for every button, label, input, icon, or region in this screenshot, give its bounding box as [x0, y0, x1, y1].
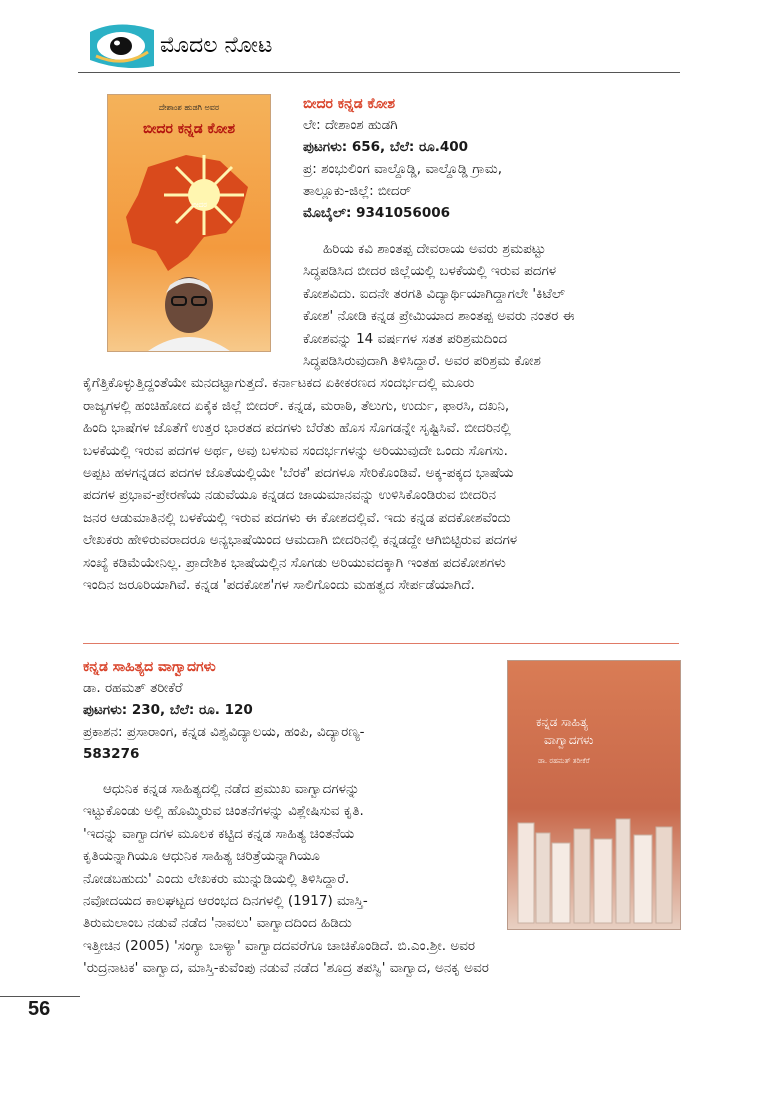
header-rule: [78, 72, 680, 73]
book2-cover-author: ಡಾ. ರಹಮತ್ ತರೀಕೆರೆ: [538, 757, 590, 765]
review-line: 'ರುದ್ರನಾಟಕ' ವಾಗ್ವಾದ, ಮಾಸ್ತಿ-ಕುವೆಂಪು ನಡುವೆ ನಡೆದ 'ಶೂದ್ರ ತಪಸ್ವಿ' ವಾಗ್ವಾದ, ಅನಕೃ ಅವರ: [83, 960, 489, 977]
review-line: ಜನರ ಆಡುಮಾತಿನಲ್ಲಿ ಬಳಕೆಯಲ್ಲಿ ಇರುವ ಪದಗಳು ಈ ಕೋಶದಲ್ಲಿವೆ. ಇದು ಕನ್ನಡ ಪದಕೋಶವೆಂದು: [83, 509, 511, 526]
review-line: ಸಿದ್ಧಪಡಿಸಿರುವುದಾಗಿ ತಿಳಿಸಿದ್ದಾರೆ. ಅವರ ಪರಿಶ್ರಮ ಕೋಶ: [303, 353, 541, 370]
review-line: ರಾಜ್ಯಗಳಲ್ಲಿ ಹಂಚಿಹೋದ ಏಕೈಕ ಜಿಲ್ಲೆ ಬೀದರ್. ಕನ್ನಡ, ಮರಾಠಿ, ತೆಲುಗು, ಉರ್ದು, ಫಾರಸಿ, ದಖನಿ,: [83, 397, 510, 414]
review-line: ಕೋಶವಿದು. ಐದನೇ ತರಗತಿ ವಿದ್ಯಾರ್ಥಿಯಾಗಿದ್ದಾಗಲೇ 'ಕಿಟೆಲ್: [303, 285, 565, 302]
section-title: ಮೊದಲ ನೋಟ: [160, 33, 273, 58]
book1-mobile: ಮೊಬೈಲ್: 9341056006: [303, 205, 451, 221]
book1-cover-map-label: ಬೀದರ: [192, 201, 207, 209]
review-line: ಇಟ್ಟುಕೊಂಡು ಅಲ್ಲಿ ಹೊಮ್ಮಿರುವ ಚಿಂತನೆಗಳನ್ನು ವಿಶ್ಲೇಷಿಸುವ ಕೃತಿ.: [83, 803, 364, 820]
review-line: ಪದಗಳ ಪ್ರಭಾವ-ಪ್ರೇರಣೆಯ ನಡುವೆಯೂ ಕನ್ನಡದ ಜಾಯಮಾನವನ್ನು ಉಳಿಸಿಕೊಂಡಿರುವ ಬೀದರಿನ: [83, 487, 497, 504]
book2-author: ಡಾ. ರಹಮತ್ ತರೀಕೆರೆ: [83, 680, 183, 696]
review-line: ಕೈಗೆತ್ತಿಕೊಳ್ಳುತ್ತಿದ್ದಂತೆಯೇ ಮನದಟ್ಟಾಗುತ್ತದೆ. ಕರ್ನಾಟಕದ ಏಕೀಕರಣದ ಸಂದರ್ಭದಲ್ಲಿ ಮೂರು: [83, 375, 475, 392]
book1-details: [303, 94, 683, 224]
book2-pages-price: ಪುಟಗಳು: 230, ಬೆಲೆ: ರೂ. 120: [83, 702, 253, 718]
review-line: ಇತ್ತೀಚಿನ (2005) 'ಸಂಗ್ಯಾ ಬಾಳ್ಯಾ' ವಾಗ್ವಾದದವರೆಗೂ ಚಾಚಿಕೊಂಡಿದೆ. ಬಿ.ಎಂ.ಶ್ರೀ. ಅವರ: [83, 937, 476, 954]
book1-publisher: ಪ್ರ: ಶಂಭುಲಿಂಗ ವಾಲ್ದೊಡ್ಡಿ, ವಾಲ್ದೊಡ್ಡಿ ಗ್ರಾಮ,: [303, 161, 503, 177]
review-line: ಸಿದ್ಧಪಡಿಸಿದ ಬೀದರ ಜಿಲ್ಲೆಯಲ್ಲಿ ಬಳಕೆಯಲ್ಲಿ ಇರುವ ಪದಗಳ: [303, 263, 557, 280]
book2-cover-title-2: ವಾಗ್ವಾದಗಳು: [544, 733, 594, 747]
review-line: 'ಇದನ್ನು ವಾಗ್ವಾದಗಳ ಮೂಲಕ ಕಟ್ಟಿದ ಕನ್ನಡ ಸಾಹಿತ್ಯ ಚಿಂತನೆಯ: [83, 825, 355, 842]
review-line: ಅಪ್ಪಟ ಹಳಗನ್ನಡದ ಪದಗಳ ಜೊತೆಯಲ್ಲಿಯೇ 'ಬೆರಕೆ' ಪದಗಳೂ ಸೇರಿಕೊಂಡಿವೆ. ಅಕ್ಕ-ಪಕ್ಕದ ಭಾಷೆಯ: [83, 465, 514, 482]
page-number: 56: [28, 998, 51, 1020]
review-line: ಹಿರಿಯ ಕವಿ ಶಾಂತಪ್ಪ ದೇವರಾಯ ಅವರು ಶ್ರಮಪಟ್ಟು: [323, 241, 546, 257]
review-line: ಲೇಖಕರು ಹೇಳಿರುವರಾದರೂ ಅನ್ಯಭಾಷೆಯಿಂದ ಆಮದಾಗಿ ಬೀದರಿನಲ್ಲಿ ಕನ್ನಡದ್ದೇ ಆಗಿಬಿಟ್ಟಿರುವ ಪದಗಳ: [83, 532, 518, 549]
book1-author: ಲೇ: ದೇಶಾಂಶ ಹುಡಗಿ: [303, 117, 398, 133]
review-line: ಬಳಕೆಯಲ್ಲಿ ಇರುವ ಪದಗಳ ಅರ್ಥ, ಅವು ಬಳಸುವ ಸಂದರ್ಭಗಳನ್ನು ಅರಿಯುವುದೇ ಒಂದು ಸೊಗಸು.: [83, 442, 508, 459]
review-line: ನೋಡಬಹುದು' ಎಂದು ಲೇಖಕರು ಮುನ್ನುಡಿಯಲ್ಲಿ ತಿಳಿಸಿದ್ದಾರೆ.: [83, 870, 350, 887]
review-line: ಕೃತಿಯನ್ನಾಗಿಯೂ ಆಧುನಿಕ ಸಾಹಿತ್ಯ ಚರಿತ್ರೆಯನ್ನಾಗಿಯೂ: [83, 848, 320, 865]
review-line: ಆಧುನಿಕ ಕನ್ನಡ ಸಾಹಿತ್ಯದಲ್ಲಿ ನಡೆದ ಪ್ರಮುಖ ವಾಗ್ವಾದಗಳನ್ನು: [103, 781, 360, 797]
footer-rule: [0, 996, 80, 997]
review-line: ಕೋಶ' ನೋಡಿ ಕನ್ನಡ ಪ್ರೇಮಿಯಾದ ಶಾಂತಪ್ಪ ಅವರು ನಂತರ ಈ: [303, 308, 575, 325]
eye-logo-icon: [88, 22, 158, 70]
review-line: ನವೋದಯದ ಕಾಲಘಟ್ಟದ ಆರಂಭದ ದಿನಗಳಲ್ಲಿ (1917) ಮಾಸ್ತಿ-: [83, 893, 368, 910]
review-line: ಹಿಂದಿ ಭಾಷೆಗಳ ಜೊತೆಗೆ ಉತ್ತರ ಭಾರತದ ಪದಗಳು ಬೆರೆತು ಹೊಸ ಸೊಗಡನ್ನೇ ಸೃಷ್ಟಿಸಿವೆ. ಬೀದರಿನಲ್ಲಿ: [83, 420, 511, 437]
review-line: ತಿರುಮಲಾಂಬ ನಡುವೆ ನಡೆದ 'ನಾವಲು' ವಾಗ್ವಾದದಿಂದ ಹಿಡಿದು: [83, 915, 352, 932]
book1-title: ಬೀದರ ಕನ್ನಡ ಕೋಶ: [303, 96, 396, 112]
review-line: ಸಂಖ್ಯೆ ಕಡಿಮೆಯೇನಿಲ್ಲ. ಪ್ರಾದೇಶಿಕ ಭಾಷೆಯಲ್ಲಿನ ಸೊಗಡು ಅರಿಯುವದಕ್ಕಾಗಿ ಇಂತಹ ಪದಕೋಶಗಳು: [83, 554, 506, 571]
book1-publisher-place: ತಾಲ್ಲೂಕು-ಜಿಲ್ಲೆ: ಬೀದರ್: [303, 183, 412, 199]
book2-pincode: 583276: [83, 746, 140, 762]
book2-title: ಕನ್ನಡ ಸಾಹಿತ್ಯದ ವಾಗ್ವಾದಗಳು: [83, 659, 216, 675]
book1-cover-title: ಬೀದರ ಕನ್ನಡ ಕೋಶ: [142, 121, 236, 137]
book2-review: [83, 778, 683, 980]
book2-details: [83, 657, 493, 765]
book1-cover-top-text: ದೇಶಾಂಶ ಹುಡಗಿ ಅವರ: [158, 103, 220, 112]
book2-publisher: ಪ್ರಕಾಶನ: ಪ್ರಸಾರಾಂಗ, ಕನ್ನಡ ವಿಶ್ವವಿದ್ಯಾಲಯ, ಹಂಪಿ, ವಿದ್ಯಾರಣ್ಯ-: [83, 724, 365, 740]
review-line: ಕೋಶವನ್ನು 14 ವರ್ಷಗಳ ಸತತ ಪರಿಶ್ರಮದಿಂದ: [303, 330, 508, 347]
book1-review: [83, 238, 683, 597]
review-line: ಇಂದಿನ ಜರೂರಿಯಾಗಿವೆ. ಕನ್ನಡ 'ಪದಕೋಶ'ಗಳ ಸಾಲಿಗೊಂದು ಮಹತ್ವದ ಸೇರ್ಪಡೆಯಾಗಿದೆ.: [83, 577, 475, 594]
book1-pages-price: ಪುಟಗಳು: 656, ಬೆಲೆ: ರೂ.400: [303, 139, 469, 155]
section-divider: [83, 643, 679, 644]
book2-cover-title-1: ಕನ್ನಡ ಸಾಹಿತ್ಯ: [536, 715, 589, 729]
page-header: [0, 0, 767, 75]
